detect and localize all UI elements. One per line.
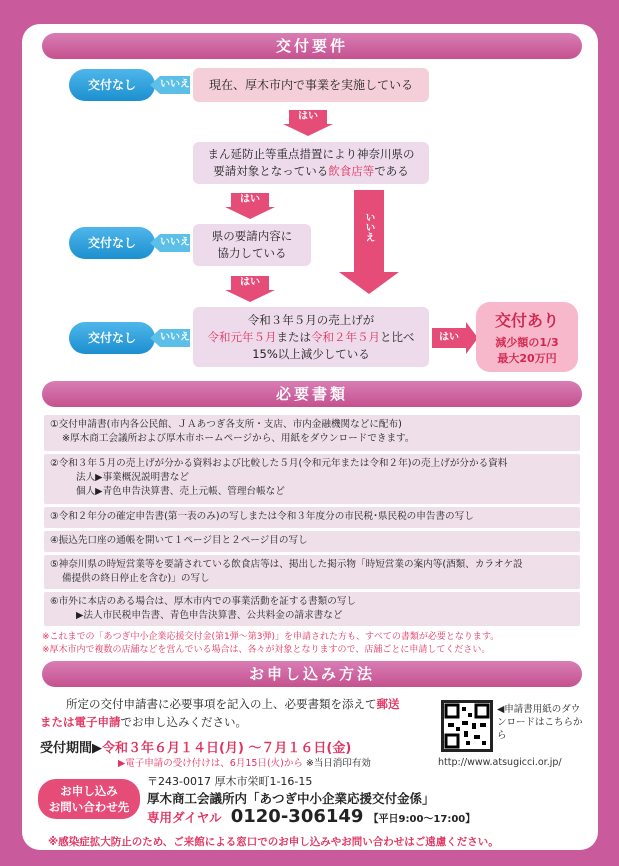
grant-result-box: 交付あり 減少額の1/3 最大20万円 [476,302,578,372]
yes-arrow-3: はい [231,276,269,300]
no-grant-pill-3: 交付なし [69,322,155,354]
yes-arrow-1: はい [289,110,327,134]
apply-instructions: 所定の交付申請書に必要事項を記入の上、必要書類を添えて郵送 または電子申請でお申し込みください。 [40,697,400,729]
no-vertical-arrow: いいえ [354,190,384,272]
documents-banner: 必要書類 [42,381,582,407]
no-arrow-2: いいえ [160,234,190,252]
question-1: 現在、厚木市内で事業を実施している [193,68,429,102]
no-grant-pill-1: 交付なし [69,69,155,101]
yes-arrow-2: はい [231,193,269,217]
website-url[interactable]: http://www.atsugicci.or.jp/ [438,757,562,768]
no-grant-pill-2: 交付なし [69,227,155,259]
application-period: 受付期間▶令和３年６月１４日(月) ～７月１６日(金) [40,741,352,756]
doc-item-3: ③令和２年分の確定申告書(第一表のみ)の写しまたは令和３年度分の市民税･県民税の申告書の写し [44,507,580,528]
requirements-banner: 交付要件 [42,33,582,59]
postal-address: 〒243-0017 厚木市栄町1-16-15 [147,775,313,788]
documents-note-1: ※これまでの「あつぎ中小企業応援交付金(第1弾～第3弾)」を申請された方も、すべての書類が必要となります。 [42,632,500,642]
bottom-note: ※感染症拡大防止のため、ご来館による窓口でのお申し込みやお問い合わせはご遠慮ください。 [48,836,499,848]
documents-note-2: ※厚木市内で複数の店舗などを営んでいる場合は、各々が対象となりますので、店舗ごとに申請してください。 [42,645,491,655]
qr-caption: ◀申請書用紙のダウンロードはこちらから [497,704,583,741]
period-note: ▶電子申請の受け付けは、6月15日(火)から ※当日消印有効 [118,758,371,769]
apply-banner: お申し込み方法 [42,661,582,687]
doc-item-4: ④振込先口座の通帳を開いて１ページ目と２ページ目の写し [44,531,580,552]
yes-arrow-right: はい [432,328,466,348]
doc-item-5: ⑤神奈川県の時短営業等を要請されている飲食店等は、掲出した掲示物「時短営業の案内等(酒類、カラオケ設 備提供の終日停止を含む)」の写し [44,555,580,589]
doc-item-6: ⑥市外に本店のある場合は、厚木市内での事業活動を証する書類の写し ▶法人市民税申告書、青色申告決算書、公共料金の請求書など [44,592,580,626]
phone-number[interactable]: 0120-306149 [230,806,364,827]
question-3: 県の要請内容に 協力している [193,224,311,266]
no-vertical-arrowhead [339,272,399,294]
question-2: まん延防止等重点措置により神奈川県の 要請対象となっている飲食店等である [193,142,429,184]
doc-item-2: ②令和３年５月の売上げが分かる資料および比較した５月(令和元年または令和２年)の売上げが分かる資料 法人▶事業概況説明書など 個人▶青色申告決算書、売上元帳、管理台帳など [44,454,580,504]
no-arrow-3: いいえ [160,329,190,347]
contact-label-badge: お申し込み お問い合わせ先 [38,779,140,819]
dial-row: 専用ダイヤル 0120-306149 【平日9:00～17:00】 [147,806,476,827]
doc-item-1: ①交付申請書(市内各公民館、ＪＡあつぎ各支所・支店、市内金融機関などに配布) ※厚木商工会議所および厚木市ホームページから、用紙をダウンロードできます。 [44,415,580,451]
no-arrow-1: いいえ [160,76,190,94]
question-4: 令和３年５月の売上げが 令和元年５月または令和２年５月と比べ 15%以上減少している [193,307,429,367]
qr-code[interactable] [441,700,493,752]
office-name: 厚木商工会議所内「あつぎ中小企業応援交付金係」 [147,791,435,806]
